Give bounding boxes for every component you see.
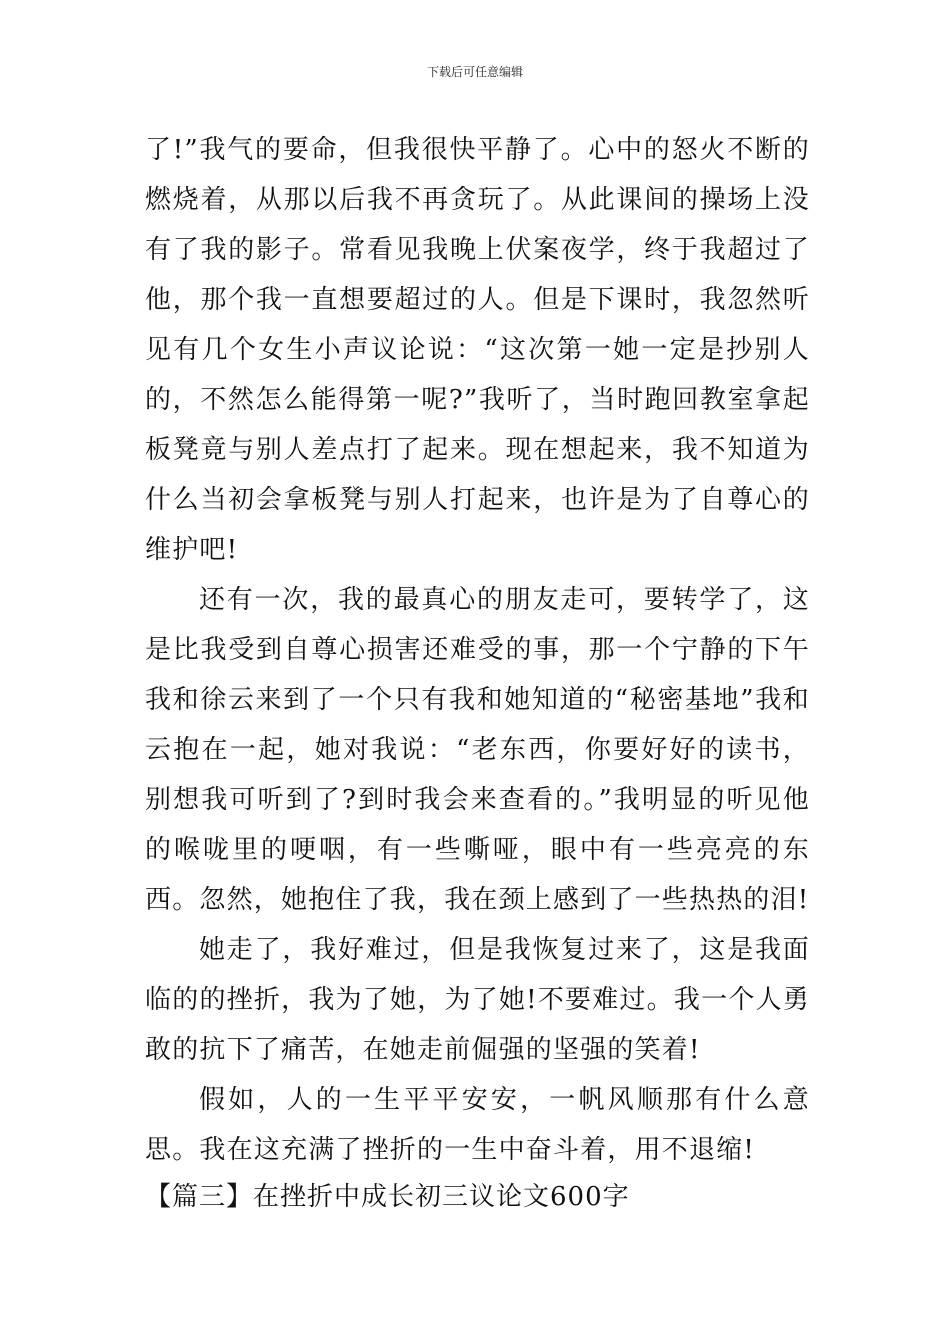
page-header-note: 下载后可任意编辑 [426, 65, 523, 79]
body-paragraph-3: 她走了，我好难过，但是我恢复过来了，这是我面临的的挫折，我为了她，为了她!不要难过。我一个人勇敢的抗下了痛苦，在她走前倔强的坚强的笑着! [145, 935, 810, 1065]
section-heading: 【篇三】在挫折中成长初三议论文600字 [145, 1182, 630, 1212]
body-paragraph-2: 还有一次，我的最真心的朋友走可，要转学了，这是比我受到自尊心损害还难受的事，那一个宁静的下午我和徐云来到了一个只有我和她知道的“秘密基地”我和云抱在一起，她对我说：“老东西，你要好好的读书，别想我可听到了?到时我会来查看的。”我明显的听见他的喉咙里的哽咽，有一些嘶哑，眼中有一些亮亮的东西。忽然，她抱住了我，我在颈上感到了一些热热的泪! [145, 585, 810, 915]
body-paragraph-4: 假如，人的一生平平安安，一帆风顺那有什么意思。我在这充满了挫折的一生中奋斗着，用不退缩! [145, 1085, 810, 1165]
document-body [145, 125, 810, 1175]
body-paragraph-1: 了!”我气的要命，但我很快平静了。心中的怒火不断的燃烧着，从那以后我不再贪玩了。从此课间的操场上没有了我的影子。常看见我晚上伏案夜学，终于我超过了他，那个我一直想要超过的人。但是下课时，我忽然听见有几个女生小声议论说：“这次第一她一定是抄别人的，不然怎么能得第一呢?”我听了，当时跑回教室拿起板凳竟与别人差点打了起来。现在想起来，我不知道为什么当初会拿板凳与别人打起来，也许是为了自尊心的维护吧! [145, 135, 810, 565]
